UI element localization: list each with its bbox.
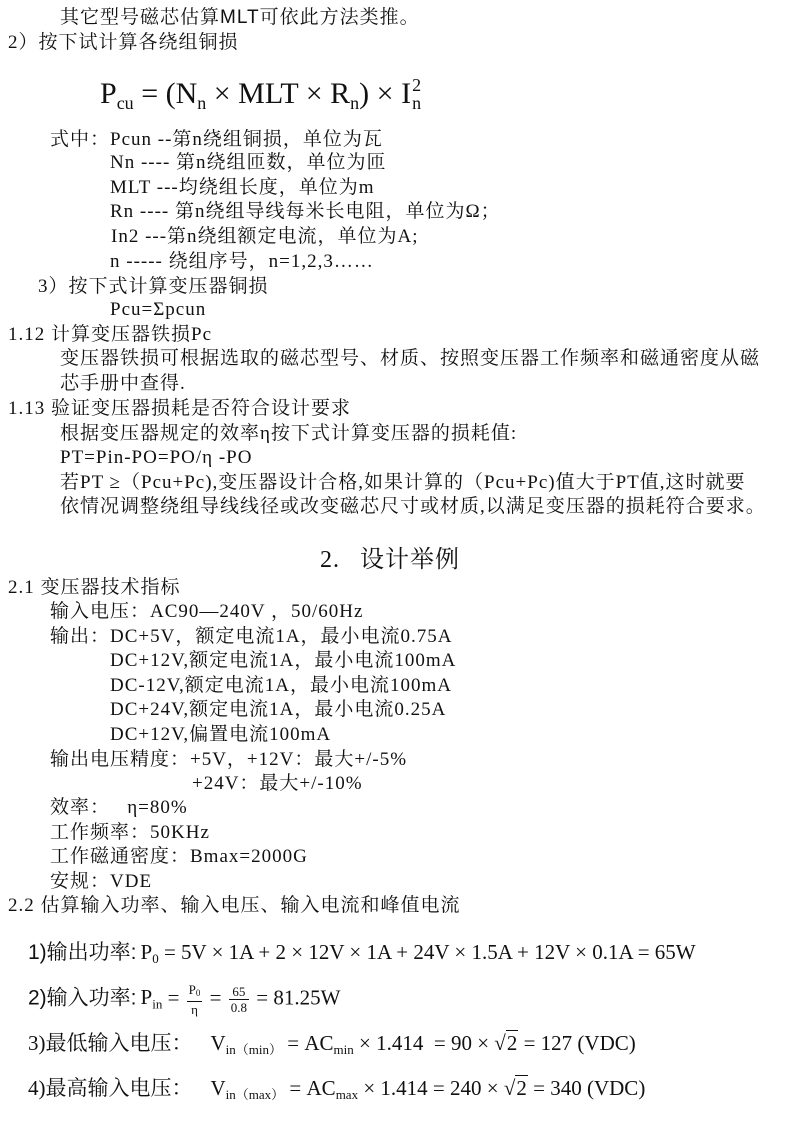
copper-loss-step-title: 2）按下试计算各绕组铜损 bbox=[8, 32, 239, 53]
spec-safety: 安规：VDE bbox=[50, 871, 153, 892]
sqrt-radicand: 2 bbox=[516, 1076, 527, 1100]
sqrt-symbol: √ bbox=[494, 1031, 506, 1055]
max-input-voltage-equation bbox=[28, 1073, 645, 1103]
iron-loss-body-line: 芯手册中查得. bbox=[60, 373, 186, 394]
formula-r-subscript: n bbox=[350, 93, 360, 113]
input-power-equation bbox=[28, 982, 340, 1017]
specs-heading: 2.1 变压器技术指标 bbox=[8, 577, 181, 598]
loss-check-body-line: 若PT ≥（Pcu+Pc),变压器设计合格,如果计算的（Pcu+Pc)值大于PT值,这时就要 bbox=[60, 472, 746, 493]
iron-loss-body-line: 变压器铁损可根据选取的磁芯型号、材质、按照变压器工作频率和磁通密度从磁 bbox=[60, 348, 761, 369]
legend-line: Nn ---- 第n绕组匝数，单位为匝 bbox=[110, 152, 387, 173]
spec-efficiency: 效率： η=80% bbox=[50, 797, 188, 818]
copper-loss-formula bbox=[100, 74, 421, 114]
fraction-numerator: 65 bbox=[229, 984, 249, 1000]
equation-label: 3)最低输入电压： bbox=[28, 1031, 193, 1055]
formula-n-subscript: n bbox=[197, 93, 207, 113]
equation-result: = 340 (VDC) bbox=[527, 1076, 646, 1100]
loss-check-heading: 1.13 验证变压器损耗是否符合设计要求 bbox=[8, 398, 352, 419]
spec-output-line: 输出：DC+5V，额定电流1A，最小电流0.75A bbox=[50, 626, 453, 647]
spec-output-line: DC+12V,偏置电流100mA bbox=[110, 724, 332, 745]
formula-eq-open: = (N bbox=[133, 77, 198, 110]
fraction-p0-over-eta bbox=[187, 982, 203, 1017]
sqrt-radicand: 2 bbox=[506, 1031, 518, 1055]
equation-subscript: max bbox=[335, 1087, 359, 1102]
legend-line: In2 ---第n绕组额定电流，单位为A; bbox=[111, 226, 419, 247]
equation-label: 1)输出功率: bbox=[28, 941, 137, 964]
equation-rhs: = 5V × 1A + 2 × 12V × 1A + 24V × 1.5A + 12V × 0.1A = 65W bbox=[158, 940, 696, 964]
fraction-65-over-0.8 bbox=[229, 984, 249, 1015]
equation-subscript: in（min） bbox=[225, 1042, 283, 1057]
fraction-numerator-var: P bbox=[188, 982, 196, 997]
fraction-numerator-subscript: 0 bbox=[195, 988, 201, 998]
spec-accuracy-line: +24V：最大+/-10% bbox=[192, 773, 363, 794]
equation-mid: = AC bbox=[284, 1076, 336, 1100]
spec-flux-density: 工作磁通密度：Bmax=2000G bbox=[50, 846, 308, 867]
spec-frequency: 工作频率：50KHz bbox=[50, 822, 210, 843]
spec-input-voltage: 输入电压：AC90—240V ，50/60Hz bbox=[50, 601, 364, 622]
legend-line: MLT ---均绕组长度，单位为m bbox=[110, 177, 375, 198]
spec-output-line: DC+12V,额定电流1A，最小电流100mA bbox=[110, 650, 457, 671]
equation-subscript: 0 bbox=[152, 951, 159, 966]
equation-result: = 127 (VDC) bbox=[518, 1031, 636, 1055]
equation-variable: V bbox=[210, 1031, 226, 1055]
formula-close: ) × I bbox=[359, 77, 412, 110]
section-title: 设计举例 bbox=[360, 547, 460, 573]
loss-check-body-line: 依情况调整绕组导线线径或改变磁芯尺寸或材质,以满足变压器的损耗符合要求。 bbox=[60, 496, 766, 517]
formula-p: P bbox=[100, 77, 117, 110]
loss-check-body-line: 根据变压器规定的效率η按下式计算变压器的损耗值: bbox=[60, 423, 518, 444]
loss-check-body-line: PT=Pin-PO=PO/η -PO bbox=[60, 447, 253, 468]
section-number: 2. bbox=[320, 547, 340, 573]
spec-accuracy-line: 输出电压精度：+5V，+12V：最大+/-5% bbox=[50, 749, 408, 770]
formula-p-subscript: cu bbox=[116, 93, 134, 113]
equation-equals: = bbox=[204, 985, 227, 1010]
sqrt-symbol: √ bbox=[503, 1076, 516, 1100]
total-copper-loss-formula: Pcu=Σpcun bbox=[110, 299, 207, 320]
equation-subscript: min bbox=[333, 1042, 354, 1057]
legend-line: n ----- 绕组序号，n=1,2,3…… bbox=[110, 251, 374, 272]
iron-loss-heading: 1.12 计算变压器铁损Pc bbox=[8, 324, 213, 345]
equation-rhs: × 1.414 = 240 × bbox=[358, 1076, 504, 1100]
equation-rhs: = 81.25W bbox=[251, 985, 341, 1010]
formula-i-superscript: 2 bbox=[412, 75, 422, 95]
total-copper-loss-title: 3）按下式计算变压器铜损 bbox=[38, 276, 269, 297]
legend-line: Rn ---- 第n绕组导线每米长电阻，单位为Ω； bbox=[110, 201, 501, 222]
equation-variable: P bbox=[140, 985, 153, 1010]
equation-subscript: in bbox=[152, 996, 163, 1012]
legend-line: 式中：Pcun --第n绕组铜损，单位为瓦 bbox=[50, 129, 383, 150]
spec-output-line: DC-12V,额定电流1A，最小电流100mA bbox=[110, 675, 452, 696]
formula-mid: × MLT × R bbox=[206, 77, 351, 110]
fraction-numerator bbox=[187, 982, 203, 1002]
equation-variable: P bbox=[140, 940, 153, 964]
equation-variable: V bbox=[210, 1076, 226, 1100]
spec-output-line: DC+24V,额定电流1A，最小电流0.25A bbox=[110, 699, 447, 720]
fraction-denominator: η bbox=[191, 1002, 198, 1017]
fraction-denominator: 0.8 bbox=[230, 1000, 247, 1015]
equation-mid: = AC bbox=[282, 1031, 334, 1055]
equation-label: 4)最高输入电压： bbox=[28, 1076, 193, 1100]
equation-rhs: × 1.414 = 90 × bbox=[353, 1031, 495, 1055]
formula-i-supsub bbox=[412, 76, 421, 112]
intro-line: 其它型号磁芯估算MLT可依此方法类推。 bbox=[60, 7, 420, 28]
min-input-voltage-equation bbox=[28, 1028, 636, 1058]
equation-equals: = bbox=[162, 985, 185, 1010]
estimate-heading: 2.2 估算输入功率、输入电压、输入电流和峰值电流 bbox=[8, 895, 461, 916]
equation-label: 2)输入功率: bbox=[28, 986, 137, 1010]
output-power-equation bbox=[28, 937, 696, 968]
formula-i-subscript: n bbox=[412, 93, 422, 113]
equation-subscript: in（max） bbox=[225, 1087, 285, 1102]
